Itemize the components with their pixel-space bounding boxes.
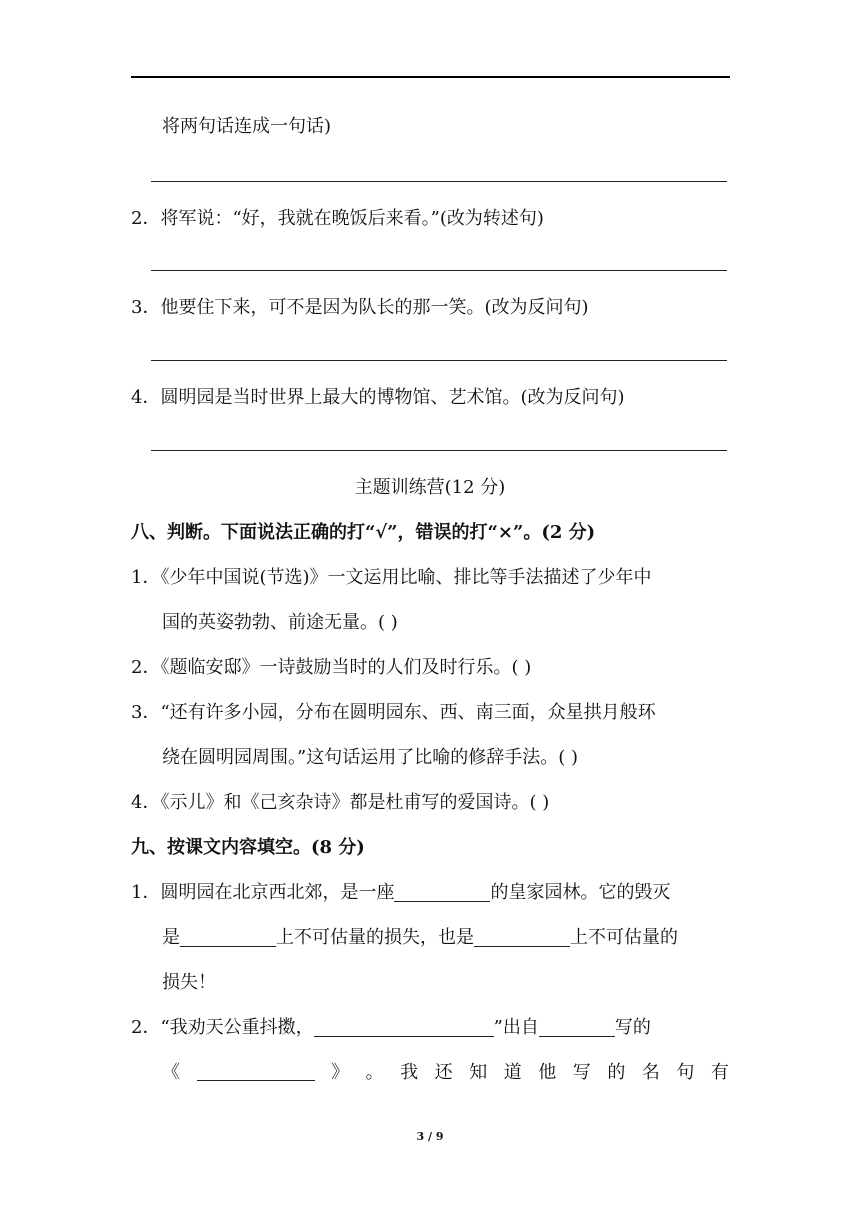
item-text: 《少年中国说(节选)》一文运用比喻、排比等手法描述了少年中 bbox=[160, 567, 652, 588]
char: 还 bbox=[434, 1062, 453, 1083]
q9-item-1-line3: 损失！ bbox=[162, 972, 216, 993]
item-text: 是 bbox=[162, 927, 180, 948]
answer-line-3[interactable] bbox=[151, 360, 727, 361]
char: 句 bbox=[676, 1062, 695, 1083]
item-text: 上不可估量的损失，也是 bbox=[276, 927, 474, 948]
answer-line-4[interactable] bbox=[151, 450, 727, 451]
item-number: 3． bbox=[131, 297, 161, 318]
item-number: 2． bbox=[131, 208, 161, 229]
item-text: 写的 bbox=[614, 1017, 651, 1038]
item-text: 圆明园在北京西北郊，是一座 bbox=[160, 882, 395, 903]
fill-blank[interactable] bbox=[539, 1016, 615, 1037]
char: 有 bbox=[710, 1062, 729, 1083]
item-number: 1． bbox=[131, 567, 161, 588]
fill-blank[interactable] bbox=[394, 881, 490, 902]
char: 。 bbox=[365, 1062, 384, 1083]
fill-blank[interactable] bbox=[197, 1060, 315, 1081]
char: 他 bbox=[538, 1062, 557, 1083]
page-number: 3 / 9 bbox=[416, 1130, 444, 1143]
item-number: 3． bbox=[131, 702, 161, 723]
item-number: 2． bbox=[131, 657, 161, 678]
char: 道 bbox=[503, 1062, 522, 1083]
q8-heading: 八、判断。下面说法正确的打“√”，错误的打“×”。(2 分) bbox=[131, 522, 596, 543]
book-mark-open: 《 bbox=[162, 1062, 180, 1083]
char: 名 bbox=[641, 1062, 660, 1083]
fill-blank[interactable] bbox=[180, 926, 276, 947]
q7-item-2 bbox=[131, 206, 544, 232]
answer-line-2[interactable] bbox=[151, 270, 727, 271]
q8-item-2 bbox=[131, 655, 531, 681]
item-text: 《示儿》和《己亥杂诗》都是杜甫写的爱国诗。( ) bbox=[160, 792, 550, 813]
item-number: 4． bbox=[131, 387, 161, 408]
q8-item-4 bbox=[131, 790, 549, 816]
item-text: 的皇家园林。它的毁灭 bbox=[490, 882, 671, 903]
q9-heading: 九、按课文内容填空。(8 分) bbox=[131, 837, 365, 858]
char: 我 bbox=[400, 1062, 419, 1083]
answer-line-1[interactable] bbox=[151, 181, 727, 182]
q8-item-3 bbox=[131, 700, 656, 726]
item-text: 他要住下来，可不是因为队长的那一笑。(改为反问句) bbox=[160, 297, 589, 318]
item-text: 上不可估量的 bbox=[570, 927, 678, 948]
item-text: 圆明园是当时世界上最大的博物馆、艺术馆。(改为反问句) bbox=[160, 387, 625, 408]
item-text: 《题临安邸》一诗鼓励当时的人们及时行乐。( ) bbox=[160, 657, 532, 678]
q9-item-1 bbox=[131, 880, 670, 906]
item-text: “我劝天公重抖擞， bbox=[160, 1017, 314, 1038]
q9-item-2 bbox=[131, 1015, 651, 1041]
item-number: 1． bbox=[131, 882, 161, 903]
item-number: 2． bbox=[131, 1017, 161, 1038]
q7-item-3 bbox=[131, 295, 589, 321]
item-text: 将军说：“好，我就在晚饭后来看。”(改为转述句) bbox=[160, 208, 544, 229]
header-rule bbox=[131, 76, 730, 78]
char: 知 bbox=[469, 1062, 488, 1083]
q8-item-1 bbox=[131, 565, 652, 591]
fill-blank[interactable] bbox=[314, 1016, 494, 1037]
char: 写 bbox=[572, 1062, 591, 1083]
item-number: 4． bbox=[131, 792, 161, 813]
item-text: ”出自 bbox=[493, 1017, 539, 1038]
q8-item-1-cont: 国的英姿勃勃、前途无量。( ) bbox=[162, 612, 398, 633]
q8-item-3-cont: 绕在圆明园周围。”这句话运用了比喻的修辞手法。( ) bbox=[162, 747, 578, 768]
item-text: “还有许多小园，分布在圆明园东、西、南三面，众星拱月般环 bbox=[160, 702, 656, 723]
q9-item-1-line2 bbox=[162, 925, 678, 951]
q9-item-2-line2 bbox=[162, 1060, 729, 1086]
book-mark-close: 》 bbox=[331, 1062, 350, 1083]
fill-blank[interactable] bbox=[474, 926, 570, 947]
q7-item-4 bbox=[131, 385, 625, 411]
q7-continuation: 将两句话连成一句话) bbox=[162, 116, 332, 137]
char: 的 bbox=[607, 1062, 626, 1083]
section-title: 主题训练营(12 分) bbox=[354, 477, 506, 498]
